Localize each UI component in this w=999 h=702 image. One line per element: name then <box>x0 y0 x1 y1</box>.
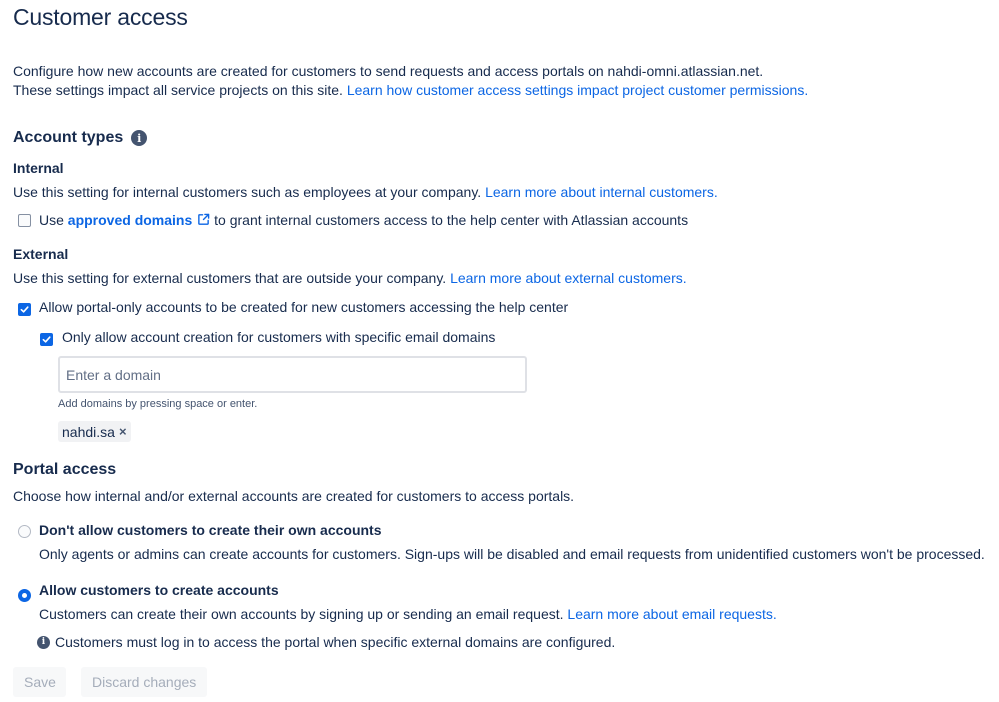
page-title: Customer access <box>13 4 188 30</box>
approved-domains-checkbox[interactable] <box>18 214 31 232</box>
account-types-section <box>13 129 147 147</box>
approved-domains-label <box>39 212 688 229</box>
external-customers-link[interactable]: Learn more about external customers. <box>450 270 687 286</box>
intro-line-1: Configure how new accounts are created for customers to send requests and access portals on nahdi-omni.atlassian.net. <box>13 63 764 79</box>
internal-desc-text: Use this setting for internal customers such as employees at your company. <box>13 184 486 200</box>
allow-description <box>39 606 777 622</box>
discard-changes-button[interactable]: Discard changes <box>81 667 207 697</box>
internal-customers-link[interactable]: Learn more about internal customers. <box>485 184 718 200</box>
external-description <box>13 270 687 286</box>
radio-dont-allow[interactable] <box>18 525 31 543</box>
login-note-text: Customers must log in to access the portal when specific external domains are configured. <box>55 634 616 650</box>
portal-access-description: Choose how internal and/or external accounts are created for customers to access portals. <box>13 488 575 504</box>
only-domains-label: Only allow account creation for customers with specific email domains <box>62 329 496 345</box>
allow-portal-label: Allow portal-only accounts to be created for new customers accessing the help center <box>39 299 569 315</box>
radio-circle[interactable] <box>18 589 31 602</box>
approved-prefix: Use <box>39 212 68 228</box>
only-domains-checkbox[interactable] <box>40 331 53 349</box>
checkbox-box[interactable] <box>18 214 31 227</box>
intro-line-2 <box>13 82 808 98</box>
approved-suffix: to grant internal customers access to the help center with Atlassian accounts <box>210 212 689 228</box>
allow-label: Allow customers to create accounts <box>39 582 279 598</box>
allow-desc-text: Customers can create their own accounts by signing up or sending an email request. <box>39 606 568 622</box>
domain-tag <box>58 421 131 442</box>
dont-allow-description: Only agents or admins can create accounts for customers. Sign-ups will be disabled and email requests from unidentified customers won't be processed. <box>39 546 985 562</box>
checkbox-box[interactable] <box>40 333 53 346</box>
account-types-heading: Account types <box>13 129 124 146</box>
domain-helper-text: Add domains by pressing space or enter. <box>58 398 258 410</box>
external-link-icon[interactable] <box>197 213 210 229</box>
domain-tag-label: nahdi.sa <box>62 423 115 440</box>
email-requests-link[interactable]: Learn more about email requests. <box>567 606 777 622</box>
customer-permissions-link[interactable]: Learn how customer access settings impact project customer permissions. <box>346 82 809 98</box>
login-note <box>37 634 615 650</box>
external-desc-text: Use this setting for external customers that are outside your company. <box>13 270 451 286</box>
intro-text: These settings impact all service projects on this site. <box>13 82 347 98</box>
allow-portal-checkbox[interactable] <box>18 301 31 319</box>
internal-heading: Internal <box>13 160 64 176</box>
save-button[interactable]: Save <box>13 667 66 697</box>
info-icon: i <box>37 636 50 649</box>
domain-input[interactable] <box>58 356 527 393</box>
approved-domains-link[interactable]: approved domains <box>67 212 193 228</box>
radio-allow[interactable] <box>18 585 31 603</box>
dont-allow-label: Don't allow customers to create their own accounts <box>39 522 382 538</box>
external-heading: External <box>13 246 69 262</box>
info-icon[interactable]: i <box>131 130 147 146</box>
radio-circle[interactable] <box>18 525 31 538</box>
remove-tag-icon[interactable]: × <box>118 424 127 439</box>
internal-description <box>13 184 718 200</box>
checkbox-box[interactable] <box>18 303 31 316</box>
portal-access-heading: Portal access <box>13 461 117 478</box>
